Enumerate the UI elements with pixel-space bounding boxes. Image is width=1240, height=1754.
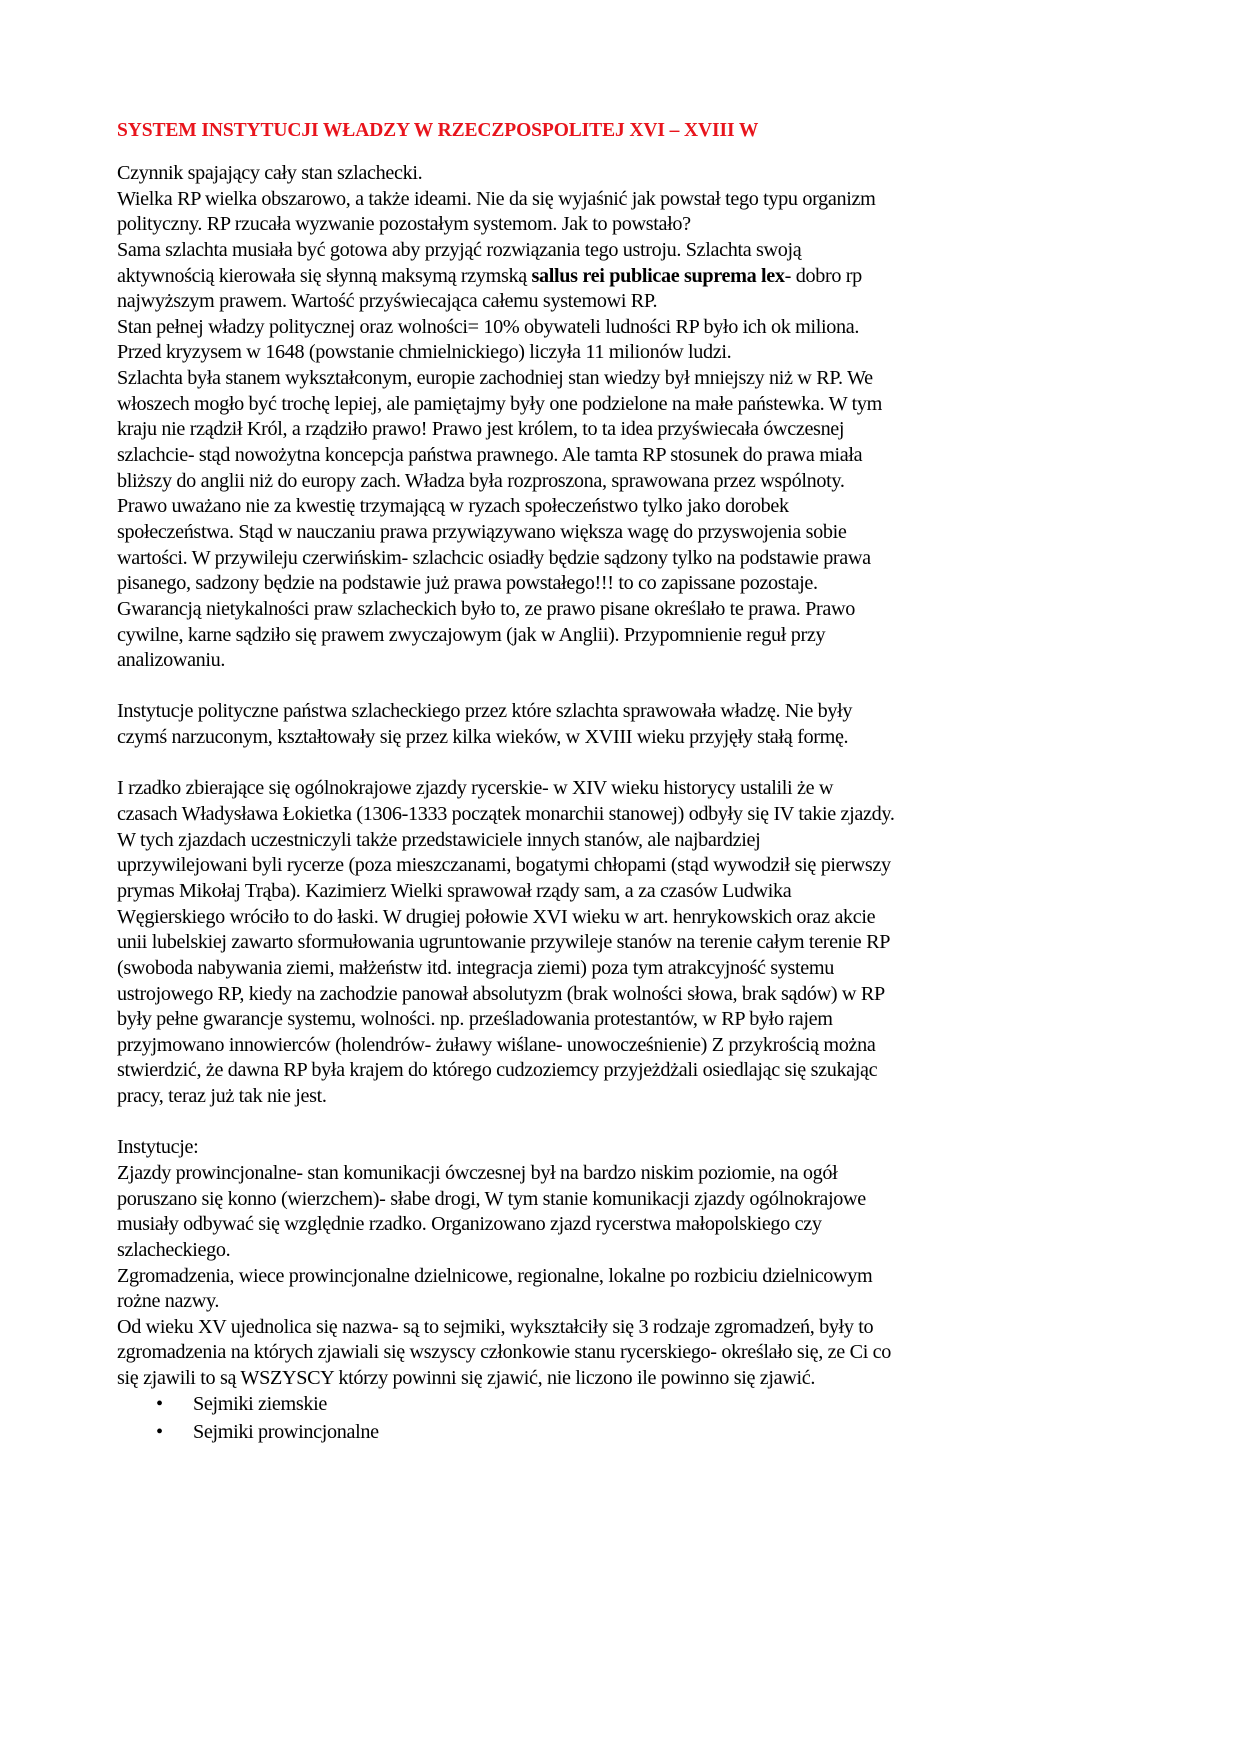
document-body: [117, 161, 895, 1449]
text-line: szlacheckiego.: [117, 1238, 231, 1261]
text-line: czymś narzuconym, kształtowały się przez kilka wieków, w XVIII wieku przyjęły stałą formę.: [117, 726, 849, 749]
bullet-icon: •: [156, 1392, 163, 1415]
text-line: Sama szlachta musiała być gotowa aby przyjąć rozwiązania tego ustroju. Szlachta swoją: [117, 238, 802, 261]
text-segment: - dobro rp: [784, 264, 862, 287]
text-line: uprzywilejowani byli rycerze (poza mieszczanami, bogatymi chłopami (stąd wywodził się pierwszy: [117, 854, 891, 877]
institution-list: [117, 1392, 895, 1449]
text-line: analizowaniu.: [117, 649, 226, 672]
body-text: [117, 161, 895, 1392]
text-line: szlachcie- stąd nowożytna koncepcja państwa prawnego. Ale tamta RP stosunek do prawa miała: [117, 444, 863, 467]
text-line: (swoboda nabywania ziemi, małżeństw itd. integracja ziemi) poza tym atrakcyjność systemu: [117, 956, 835, 979]
text-line: Stan pełnej władzy politycznej oraz wolności= 10% obywateli ludności RP było ich ok miliona.: [117, 315, 860, 338]
text-line: Zjazdy prowincjonalne- stan komunikacji ówczesnej był na bardzo niskim poziomie, na ogół: [117, 1161, 838, 1184]
list-item: [117, 1392, 895, 1421]
document-title: SYSTEM INSTYTUCJI WŁADZY W RZECZPOSPOLITEJ XVI – XVIII W: [117, 120, 759, 141]
text-line: ustrojowego RP, kiedy na zachodzie panował absolutyzm (brak wolności słowa, brak sądów) w RP: [117, 982, 885, 1005]
latin-maxim: sallus rei publicae suprema lex: [531, 264, 785, 287]
text-line: wartości. W przywileju czerwińskim- szlachcic osiadły będzie sądzony tylko na podstawie prawa: [117, 546, 871, 569]
text-line: [117, 264, 895, 290]
text-line: polityczny. RP rzucała wyzwanie pozostałym systemom. Jak to powstało?: [117, 213, 691, 236]
text-line: czasach Władysława Łokietka (1306-1333 początek monarchii stanowej) odbyły się IV takie zjazdy.: [117, 803, 895, 826]
text-line: Od wieku XV ujednolica się nazwa- są to sejmiki, wykształciły się 3 rodzaje zgromadzeń, były to: [117, 1315, 874, 1338]
text-line: najwyższym prawem. Wartość przyświecająca całemu systemowi RP.: [117, 290, 658, 313]
text-line: pisanego, sadzony będzie na podstawie już prawa powstałego!!! to co zapissane pozostaje.: [117, 572, 818, 595]
text-line: włoszech mogło być trochę lepiej, ale pamiętajmy były one podzielone na małe państewka. W tym: [117, 392, 882, 415]
text-line: Instytucje:: [117, 1136, 199, 1159]
list-item-text: Sejmiki ziemskie: [193, 1392, 328, 1415]
text-line: W tych zjazdach uczestniczyli także przedstawiciele innych stanów, ale najbardziej: [117, 828, 761, 851]
text-line: społeczeństwa. Stąd w nauczaniu prawa przywiązywano większa wagę do przyswojenia sobie: [117, 520, 847, 543]
text-line: Instytucje polityczne państwa szlacheckiego przez które szlachta sprawowała władzę. Nie były: [117, 700, 853, 723]
text-line: stwierdzić, że dawna RP była krajem do którego cudzoziemcy przyjeżdżali osiedlając się szukając: [117, 1059, 878, 1082]
text-line: Zgromadzenia, wiece prowincjonalne dzielnicowe, regionalne, lokalne po rozbiciu dzielnicowym: [117, 1264, 873, 1287]
text-line: poruszano się konno (wierzchem)- słabe drogi, W tym stanie komunikacji zjazdy ogólnokrajowe: [117, 1187, 866, 1210]
text-line: Prawo uważano nie za kwestię trzymającą w ryzach społeczeństwo tylko jako dorobek: [117, 495, 789, 518]
text-line: bliższy do anglii niż do europy zach. Władza była rozproszona, sprawowana przez wspólnoty.: [117, 469, 845, 492]
blank-line: [117, 751, 895, 777]
text-line: unii lubelskiej zawarto sformułowania ugruntowanie przywileje stanów na terenie całym terenie RP: [117, 931, 891, 954]
text-line: Szlachta była stanem wykształconym, europie zachodniej stan wiedzy był mniejszy niż w RP. We: [117, 367, 873, 390]
text-line: Wielka RP wielka obszarowo, a także ideami. Nie da się wyjaśnić jak powstał tego typu organizm: [117, 187, 876, 210]
text-line: pracy, teraz już tak nie jest.: [117, 1085, 327, 1108]
text-line: Przed kryzysem w 1648 (powstanie chmielnickiego) liczyła 11 milionów ludzi.: [117, 341, 732, 364]
text-segment: aktywnością kierowała się słynną maksymą rzymską: [117, 264, 532, 287]
list-item: [117, 1420, 895, 1449]
list-item-text: Sejmiki prowincjonalne: [193, 1421, 379, 1444]
text-line: cywilne, karne sądziło się prawem zwyczajowym (jak w Anglii). Przypomnienie reguł przy: [117, 623, 826, 646]
text-line: były pełne gwarancje systemu, wolności. np. prześladowania protestantów, w RP było rajem: [117, 1008, 833, 1031]
text-line: się zjawili to są WSZYSCY którzy powinni się zjawić, nie liczono ile powinno się zjawić.: [117, 1367, 816, 1390]
text-line: Gwarancją nietykalności praw szlacheckich było to, ze prawo pisane określało te prawa. Prawo: [117, 597, 855, 620]
text-line: przyjmowano innowierców (holendrów- żuławy wiślane- unowocześnienie) Z przykrością można: [117, 1033, 876, 1056]
bullet-icon: •: [156, 1421, 163, 1444]
text-line: rożne nazwy.: [117, 1290, 220, 1313]
blank-line: [117, 674, 895, 700]
blank-line: [117, 1110, 895, 1136]
text-line: kraju nie rządził Król, a rządziło prawo! Prawo jest królem, to ta idea przyświecała ówczesnej: [117, 418, 845, 441]
text-line: I rzadko zbierające się ogólnokrajowe zjazdy rycerskie- w XIV wieku historycy ustalili że w: [117, 777, 834, 800]
text-line: musiały odbywać się względnie rzadko. Organizowano zjazd rycerstwa małopolskiego czy: [117, 1213, 822, 1236]
text-line: Węgierskiego wróciło to do łaski. W drugiej połowie XVI wieku w art. henrykowskich oraz akcie: [117, 905, 876, 928]
text-line: zgromadzenia na których zjawiali się wszyscy członkowie stanu rycerskiego- określało się, ze Ci co: [117, 1341, 892, 1364]
text-line: Czynnik spajający cały stan szlachecki.: [117, 162, 423, 184]
text-line: prymas Mikołaj Trąba). Kazimierz Wielki sprawował rządy sam, a za czasów Ludwika: [117, 879, 792, 902]
